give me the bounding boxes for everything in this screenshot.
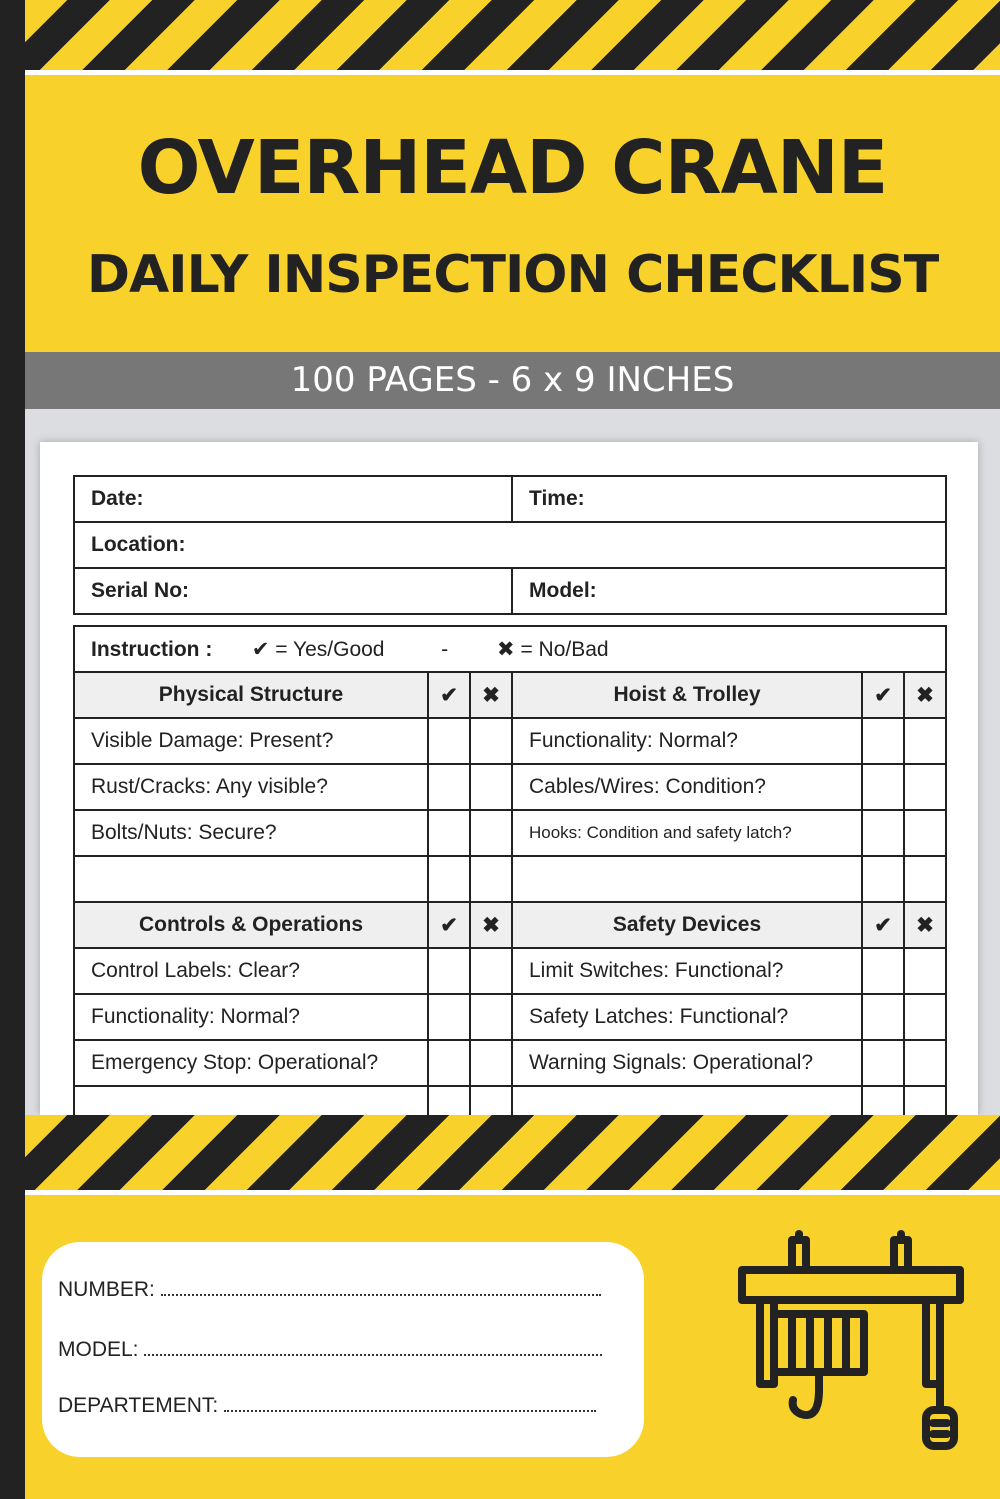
cover-subtitle: DAILY INSPECTION CHECKLIST: [86, 245, 939, 305]
cross-icon: ✖: [904, 672, 946, 718]
model-label: MODEL:: [58, 1338, 139, 1361]
cross-icon: ✖: [470, 672, 512, 718]
cross-box[interactable]: [470, 994, 512, 1040]
number-blank[interactable]: [161, 1280, 601, 1296]
cross-icon: ✖: [904, 902, 946, 948]
check-box[interactable]: [862, 810, 904, 856]
cross-box[interactable]: [904, 810, 946, 856]
hazard-stripes-top: [25, 0, 1000, 70]
empty-row-cell: [512, 856, 862, 902]
cross-box[interactable]: [470, 856, 512, 902]
cross-box[interactable]: [904, 856, 946, 902]
checklist-item: Functionality: Normal?: [512, 718, 862, 764]
check-box[interactable]: [428, 810, 470, 856]
section-title-hoist: Hoist & Trolley: [512, 672, 862, 718]
checklist-item: Limit Switches: Functional?: [512, 948, 862, 994]
check-box[interactable]: [862, 994, 904, 1040]
model-field: Model:: [512, 568, 946, 614]
time-field: Time:: [512, 476, 946, 522]
checklist-item: Control Labels: Clear?: [74, 948, 428, 994]
check-icon: ✔: [251, 637, 270, 661]
cross-box[interactable]: [470, 948, 512, 994]
department-line: [58, 1394, 596, 1418]
checklist-item: Bolts/Nuts: Secure?: [74, 810, 428, 856]
check-icon: ✔: [428, 672, 470, 718]
checklist-item: Cables/Wires: Condition?: [512, 764, 862, 810]
checklist-item: Emergency Stop: Operational?: [74, 1040, 428, 1086]
checklist-item: Visible Damage: Present?: [74, 718, 428, 764]
instruction-label: Instruction :: [91, 637, 213, 661]
checklist-item: Warning Signals: Operational?: [512, 1040, 862, 1086]
page-spec-banner: 100 PAGES - 6 x 9 INCHES: [25, 352, 1000, 409]
legend-separator: -: [441, 637, 449, 661]
date-field: Date:: [74, 476, 512, 522]
cross-box[interactable]: [470, 764, 512, 810]
check-icon: ✔: [862, 672, 904, 718]
empty-row-cell: [74, 856, 428, 902]
cross-box[interactable]: [470, 810, 512, 856]
model-blank[interactable]: [144, 1340, 602, 1356]
checklist-table: [73, 625, 947, 1133]
check-box[interactable]: [862, 948, 904, 994]
check-icon: ✔: [428, 902, 470, 948]
check-box[interactable]: [428, 994, 470, 1040]
cross-box[interactable]: [470, 1040, 512, 1086]
check-icon: ✔: [862, 902, 904, 948]
owner-info-card: [42, 1242, 644, 1457]
model-line: [58, 1338, 602, 1362]
check-box[interactable]: [862, 856, 904, 902]
cross-box[interactable]: [904, 764, 946, 810]
instruction-row: [74, 626, 946, 672]
overhead-crane-icon: [730, 1230, 970, 1450]
book-spine: [0, 0, 25, 1499]
check-box[interactable]: [862, 1040, 904, 1086]
checklist-item: Hooks: Condition and safety latch?: [512, 810, 862, 856]
section-title-safety: Safety Devices: [512, 902, 862, 948]
cross-icon: ✖: [496, 637, 515, 661]
checklist-item: Functionality: Normal?: [74, 994, 428, 1040]
yes-legend: = Yes/Good: [275, 637, 385, 661]
divider: [25, 1190, 1000, 1195]
no-legend: = No/Bad: [520, 637, 609, 661]
check-box[interactable]: [428, 948, 470, 994]
cross-box[interactable]: [904, 1040, 946, 1086]
section-title-controls: Controls & Operations: [74, 902, 428, 948]
check-box[interactable]: [862, 718, 904, 764]
hazard-stripes-bottom: [25, 1115, 1000, 1190]
check-box[interactable]: [428, 718, 470, 764]
cross-box[interactable]: [904, 718, 946, 764]
check-box[interactable]: [862, 764, 904, 810]
number-label: NUMBER:: [58, 1278, 155, 1301]
cross-icon: ✖: [470, 902, 512, 948]
checklist-item: Safety Latches: Functional?: [512, 994, 862, 1040]
checklist-item: Rust/Cracks: Any visible?: [74, 764, 428, 810]
check-box[interactable]: [428, 764, 470, 810]
check-box[interactable]: [428, 1040, 470, 1086]
serial-field: Serial No:: [74, 568, 512, 614]
checklist-preview-page: [40, 442, 978, 1115]
header-fields-table: [73, 475, 947, 615]
cross-box[interactable]: [904, 994, 946, 1040]
section-title-physical: Physical Structure: [74, 672, 428, 718]
divider: [25, 70, 1000, 75]
cover-title: OVERHEAD CRANE: [137, 125, 888, 211]
check-box[interactable]: [428, 856, 470, 902]
number-line: [58, 1278, 601, 1302]
department-blank[interactable]: [224, 1396, 596, 1412]
cross-box[interactable]: [470, 718, 512, 764]
location-field: Location:: [74, 522, 946, 568]
cross-box[interactable]: [904, 948, 946, 994]
department-label: DEPARTEMENT:: [58, 1394, 219, 1417]
